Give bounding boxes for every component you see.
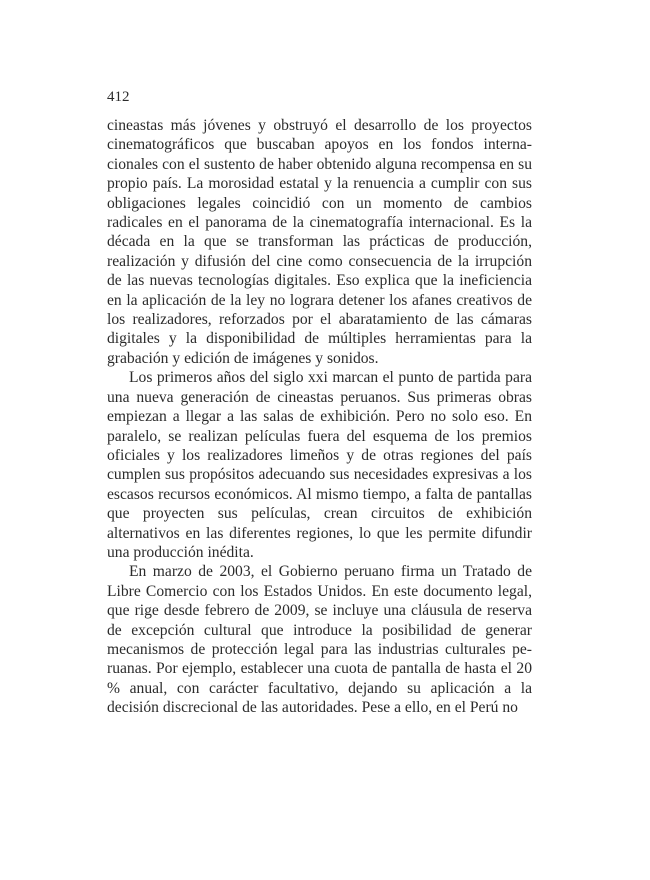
paragraph-continuation: cineastas más jóvenes y obstruyó el desarrollo de los proyectos cinematográficos que buscaban apoyos en los fondos internacionales con el sustento de haber obtenido alguna recompensa en su propio país. La morosidad estatal y la renuencia a cumplir con sus obligaciones legales coincidió con un momento de cambios radicales en el panorama de la cinematografía internacional. Es la década en la que se transforman las prácticas de producción, realización y difusión del cine como consecuencia de la irrupción de las nuevas tecnologías digitales. Eso explica que la ineficiencia en la aplicación de la ley no lograra detener los afanes creativos de los realizadores, reforzados por el abaratamiento de las cámaras digitales y la disponibilidad de múltiples herramientas para la grabación y edición de imágenes y sonidos.: [107, 117, 532, 367]
paragraph-new-generation: Los primeros años del siglo xxi marcan el punto de partida para una nueva generación de cineastas peruanos. Sus primeras obras empiezan a llegar a las salas de exhibición. Pero no solo eso. En paralelo, se realizan películas fuera del esquema de los premios oficiales y los realizadores limeños y de otras regiones del país cumplen sus propósitos adecuando sus necesidades expresivas a los escasos recursos económicos. Al mismo tiempo, a falta de pantallas que proyecten sus películas, crean circuitos de exhibición alternativos en las diferentes regiones, lo que les permite difundir una producción inédita.: [107, 369, 532, 561]
page-number: 412: [107, 89, 130, 105]
paragraph-free-trade-agreement: En marzo de 2003, el Gobierno peruano firma un Tratado de Libre Comercio con los Estados Unidos. En este documento legal, que rige desde febrero de 2009, se incluye una cláusula de reserva de excepción cultural que introduce la posibilidad de generar mecanismos de protección legal para las industrias culturales peruanas. Por ejemplo, establecer una cuota de pantalla de hasta el 20 % anual, con carácter facultativo, dejando su aplicación a la decisión discrecional de las autoridades. Pese a ello, en el Perú no: [107, 563, 532, 717]
body-text: [107, 116, 532, 718]
